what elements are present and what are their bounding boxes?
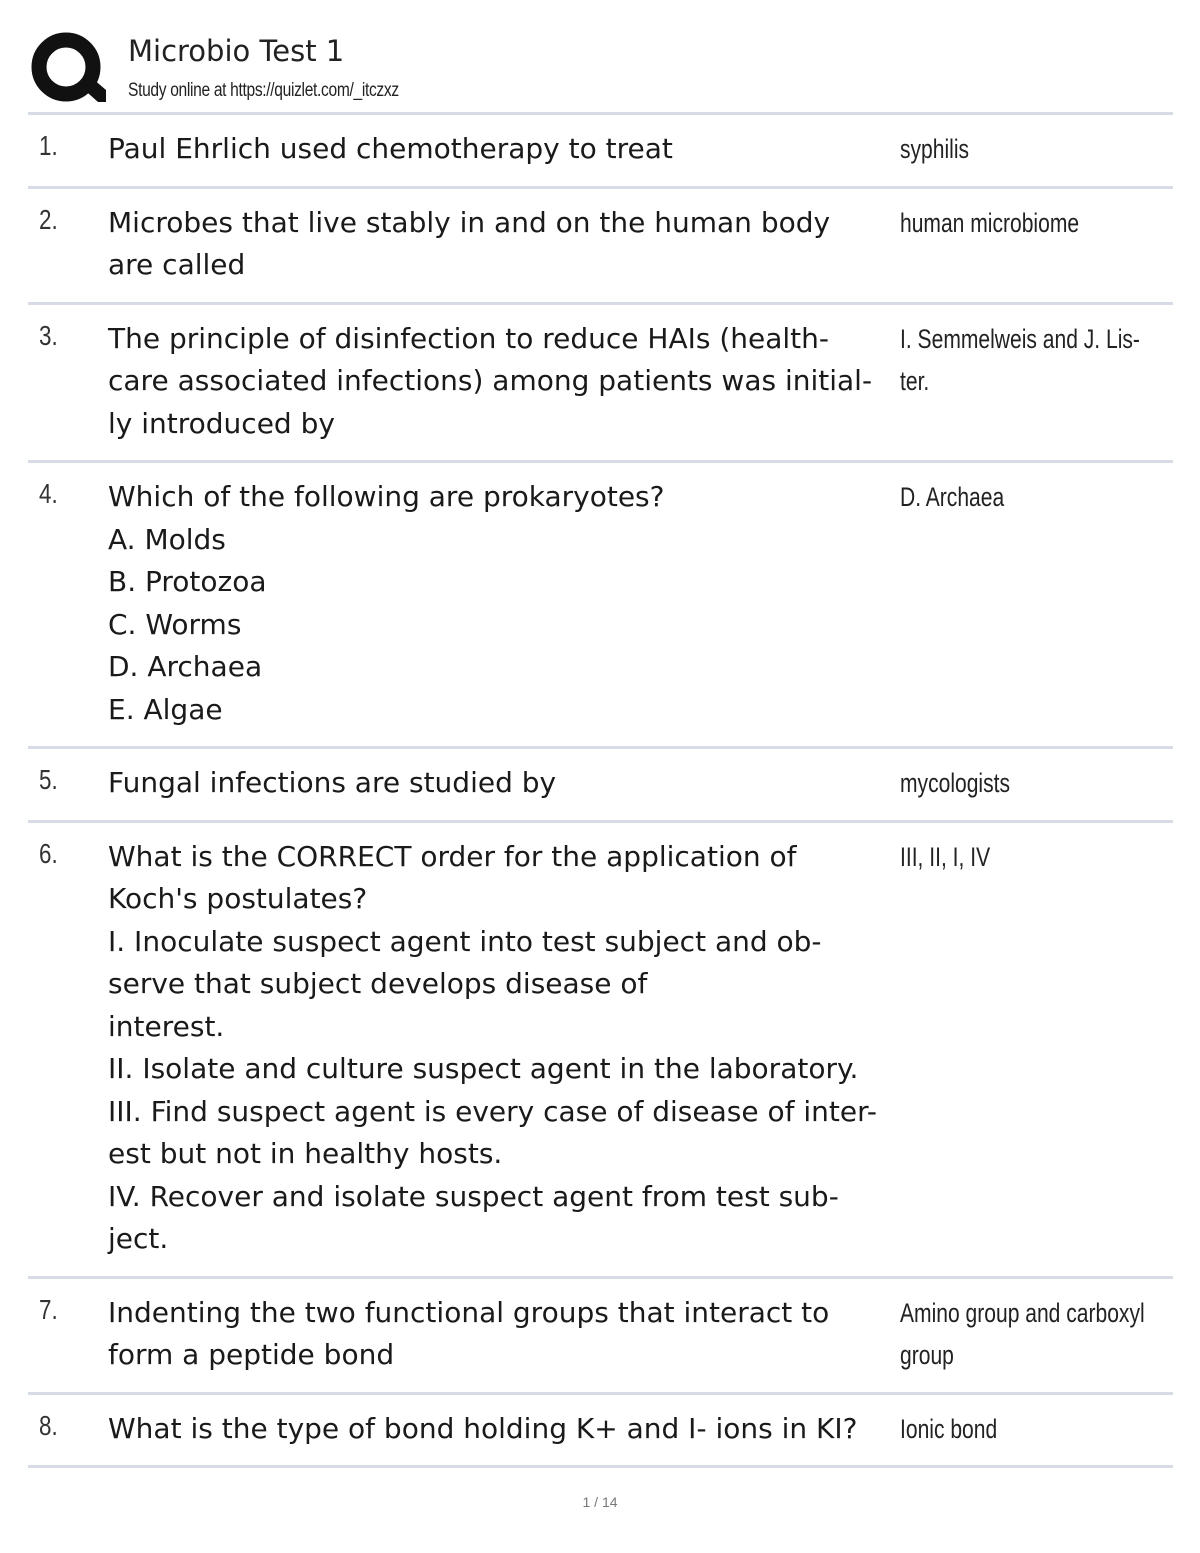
card-number: 6. [39, 837, 58, 869]
card-term: Fungal infections are studied by [108, 766, 557, 799]
flashcard-row [28, 823, 1173, 1279]
document-header [30, 30, 1172, 110]
flashcard-list [28, 115, 1173, 1468]
card-number: 4. [39, 478, 58, 509]
card-term: What is the type of bond holding K+ and I- ions in KI? [108, 1411, 858, 1445]
flashcard-row [28, 305, 1173, 464]
card-definition: human microbiome [900, 207, 1080, 238]
card-term: What is the CORRECT order for the application of Koch's postulates? I. Inoculate suspect agent into test subject and ob- serve that subject develops disease of interest. II. Isolate and culture suspect agent in the laboratory. III. Find suspect agent is every case of disease of inter- est but not in healthy hosts. IV. Recover and isolate suspect agent from test sub- ject. [108, 839, 877, 1255]
card-definition: I. Semmelweis and J. Lis- ter. [900, 323, 1140, 396]
flashcard-row [28, 749, 1173, 823]
card-term: Paul Ehrlich used chemotherapy to treat [108, 132, 673, 165]
card-definition: III, II, I, IV [900, 841, 991, 872]
card-term: Which of the following are prokaryotes? A. Molds B. Protozoa C. Worms D. Archaea E. Algae [108, 480, 665, 726]
study-online-link-text: Study online at https://quizlet.com/_itczxz [128, 80, 399, 101]
card-term: Indenting the two functional groups that interact to form a peptide bond [108, 1295, 830, 1371]
card-definition: mycologists [900, 768, 1011, 798]
flashcard-row [28, 1279, 1173, 1395]
card-definition: syphilis [900, 134, 970, 164]
card-number: 8. [39, 1409, 58, 1441]
card-number: 7. [39, 1293, 58, 1325]
card-definition: D. Archaea [900, 482, 1005, 512]
card-definition: Amino group and carboxyl group [900, 1297, 1145, 1370]
card-number: 5. [39, 764, 58, 795]
quizlet-logo-icon [30, 30, 108, 108]
card-term: The principle of disinfection to reduce HAIs (health- care associated infections) among patients was initial- ly introduced by [108, 321, 873, 440]
card-number: 2. [39, 203, 58, 235]
document-title: Microbio Test 1 [128, 34, 345, 68]
flashcard-row [28, 463, 1173, 749]
page-indicator: 1 / 14 [582, 1494, 618, 1510]
card-number: 3. [39, 319, 58, 351]
card-number: 1. [39, 130, 58, 161]
card-definition: Ionic bond [900, 1413, 998, 1444]
card-term: Microbes that live stably in and on the human body are called [108, 205, 831, 281]
flashcard-row [28, 1395, 1173, 1469]
flashcard-row [28, 189, 1173, 305]
flashcard-row [28, 115, 1173, 189]
